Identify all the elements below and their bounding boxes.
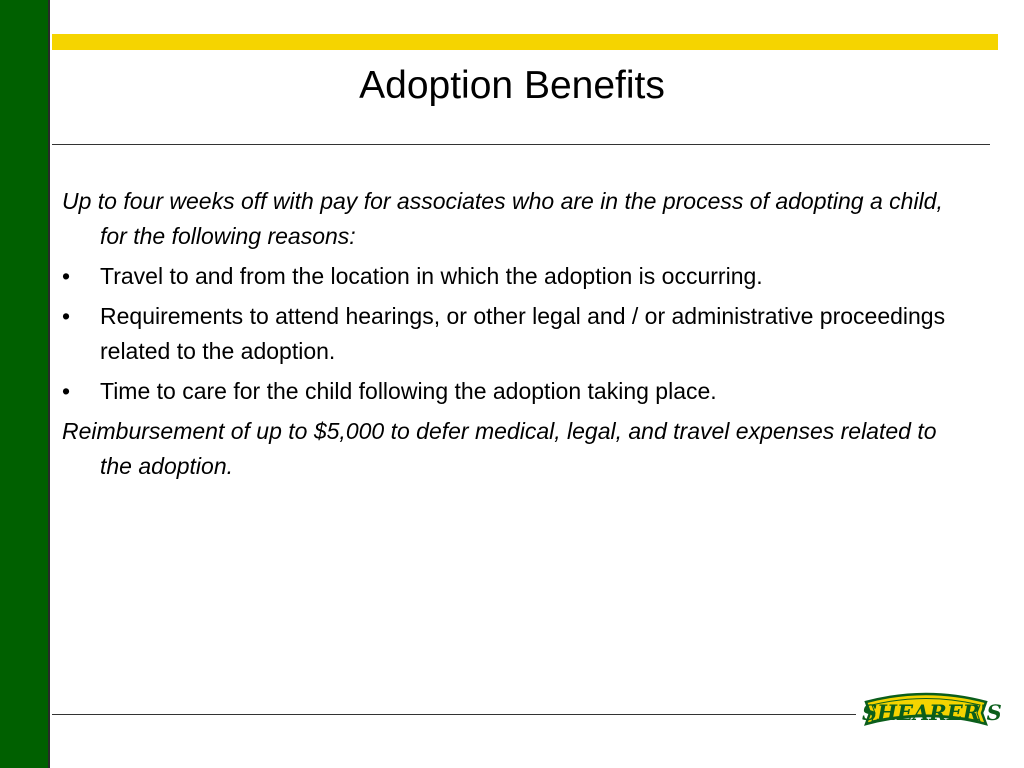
- bullet-item: [62, 374, 952, 409]
- footer-divider: [52, 714, 856, 715]
- bullet-item: [62, 299, 952, 369]
- bullet-text: Time to care for the child following the adoption taking place.: [100, 378, 717, 404]
- bullet-item: [62, 259, 952, 294]
- shearers-logo-icon: [862, 688, 1002, 738]
- bullet-icon: •: [62, 263, 71, 289]
- slide-title: Adoption Benefits: [359, 64, 665, 107]
- left-green-bar: [0, 0, 50, 768]
- intro-paragraph: Up to four weeks off with pay for associates who are in the process of adopting a child, for the following reasons:: [62, 188, 943, 249]
- bullet-text: Travel to and from the location in which the adoption is occurring.: [100, 263, 763, 289]
- bullet-text: Requirements to attend hearings, or other legal and / or administrative proceedings related to the adoption.: [100, 303, 946, 364]
- bullet-icon: •: [62, 303, 71, 329]
- closing-paragraph: Reimbursement of up to $5,000 to defer medical, legal, and travel expenses related to the adoption.: [62, 418, 937, 479]
- bullet-icon: •: [62, 378, 71, 404]
- slide-content: [62, 184, 952, 489]
- top-yellow-bar: [52, 34, 998, 50]
- logo-text: SHEARER'S: [862, 700, 1002, 725]
- title-divider: [52, 144, 990, 145]
